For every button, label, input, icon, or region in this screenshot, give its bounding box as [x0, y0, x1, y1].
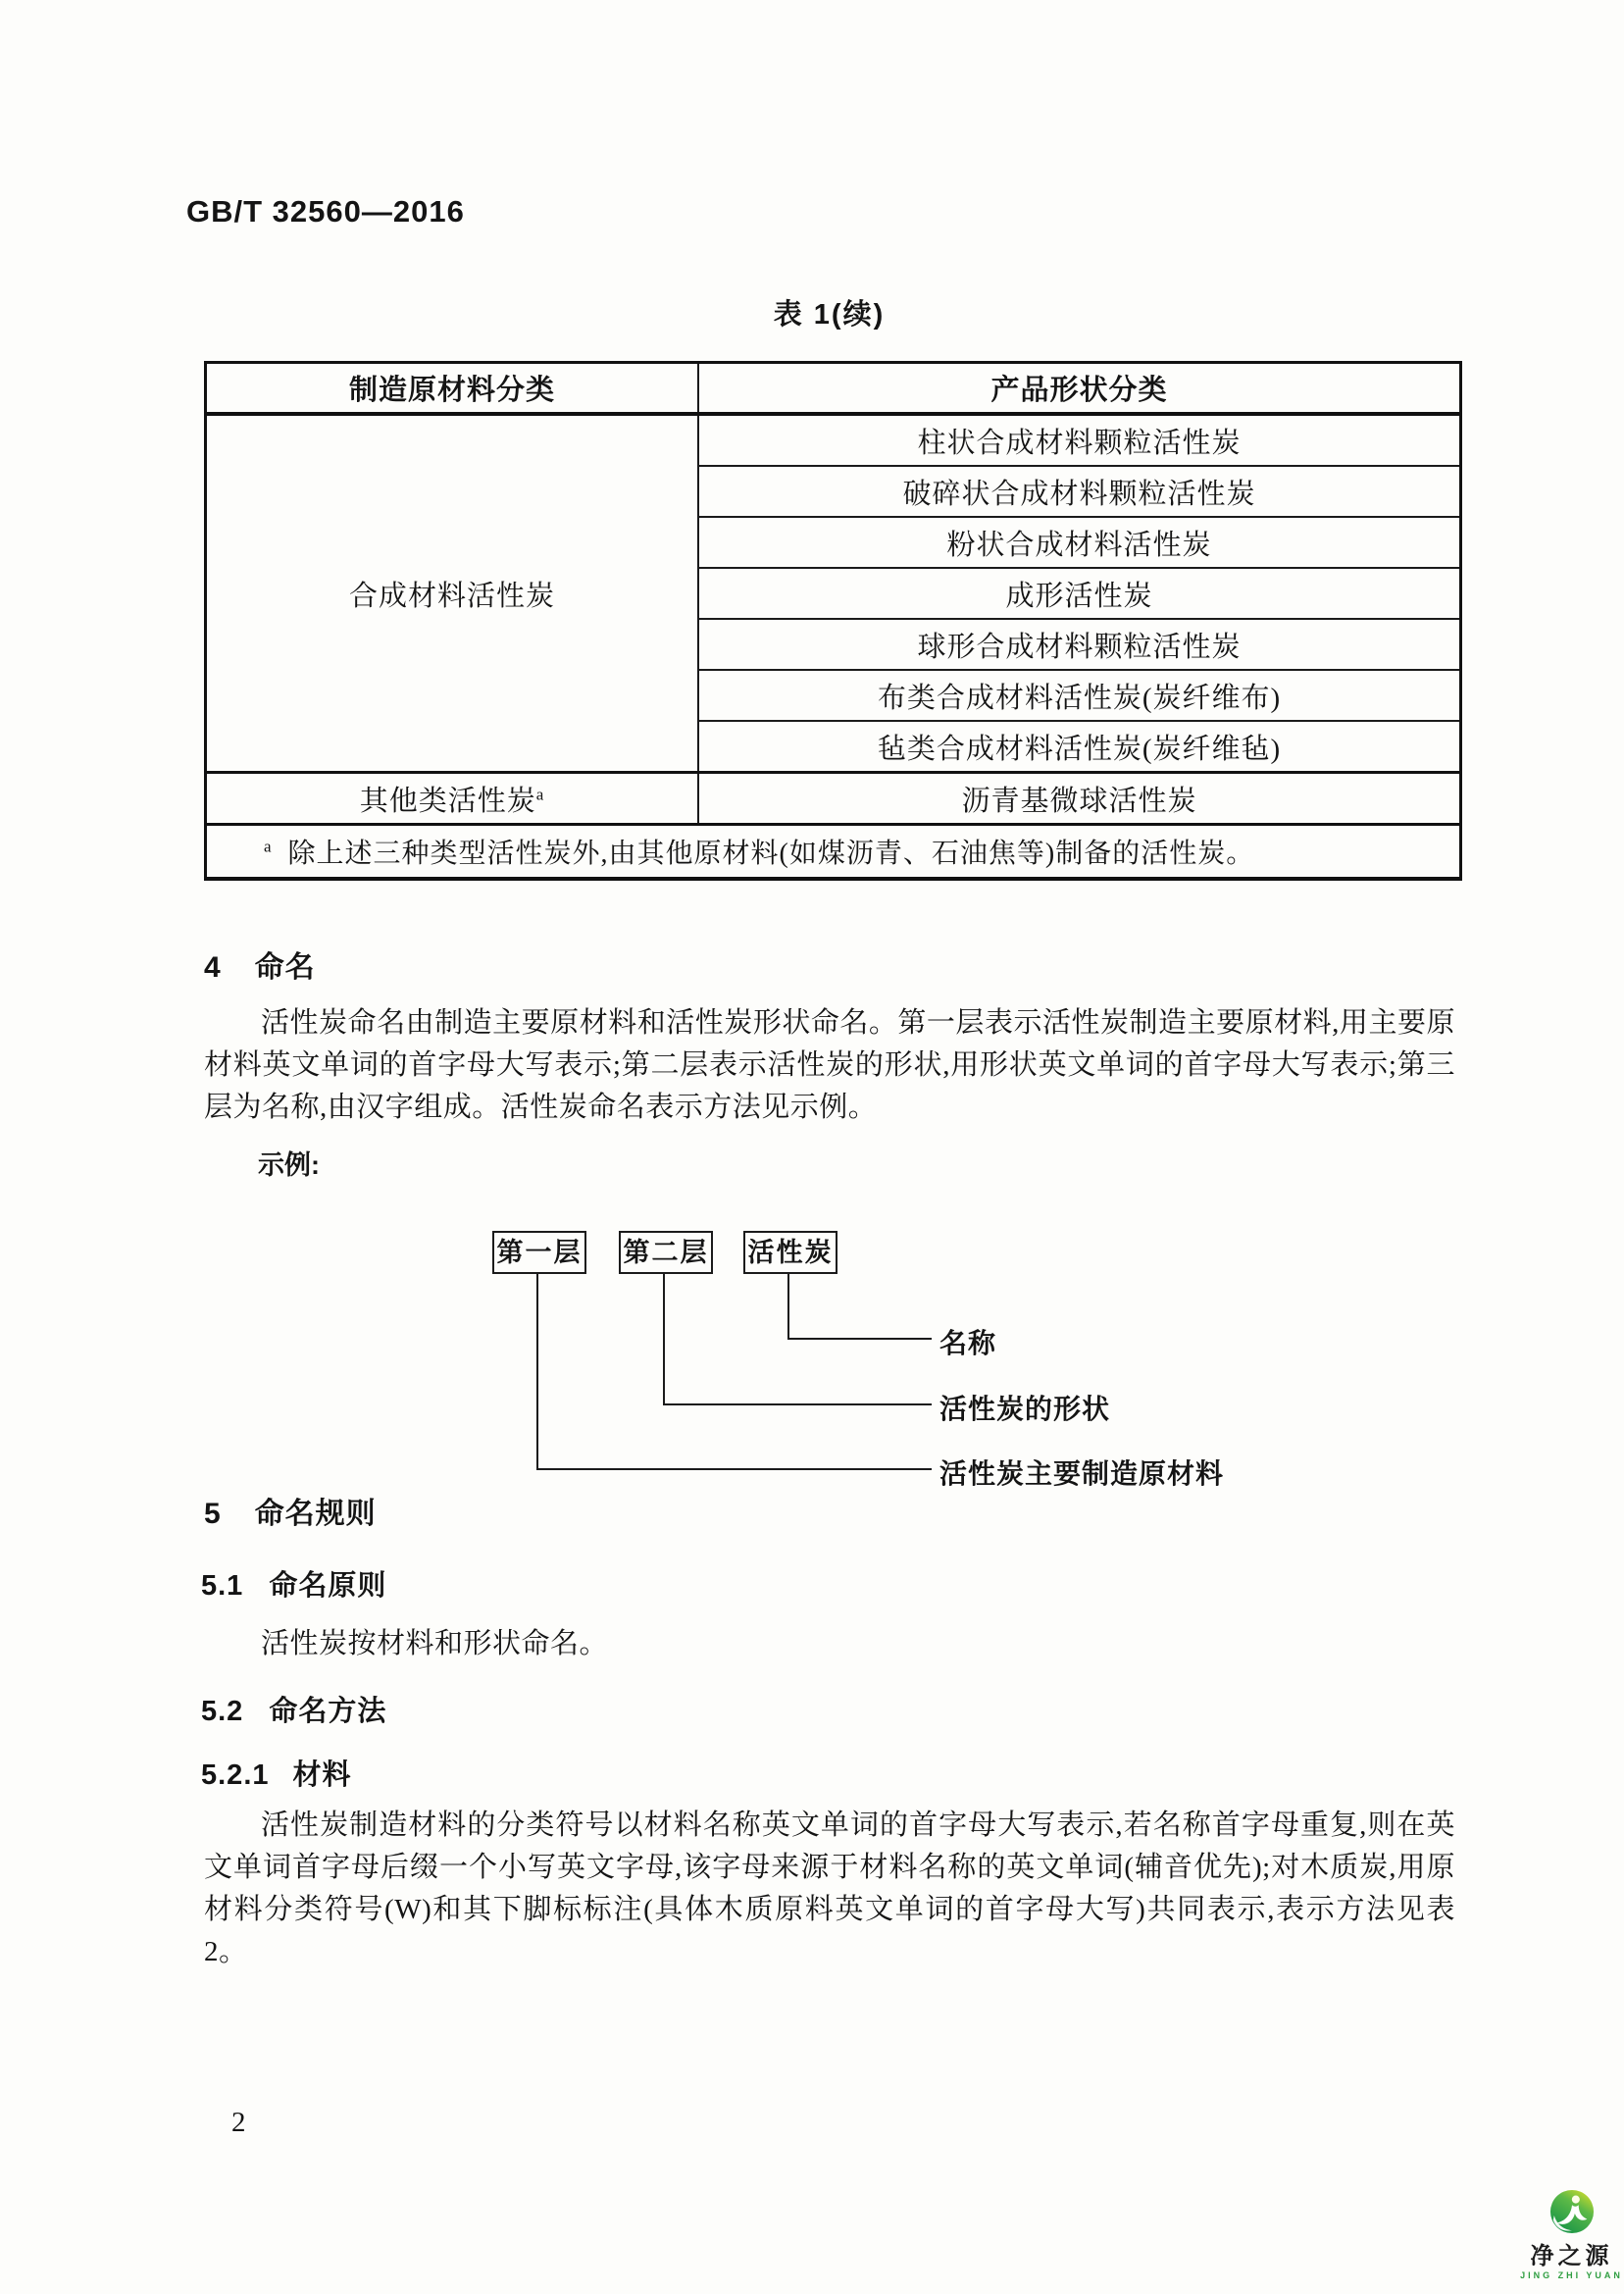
table-footnote: $^a$ 除上述三种类型活性炭外,由其他原材料(如煤沥青、石油焦等)制备的活性炭。 [206, 825, 1461, 880]
section-4-paragraph: 活性炭命名由制造主要原材料和活性炭形状命名。第一层表示活性炭制造主要原材料,用主要原材料英文单词的首字母大写表示;第二层表示活性炭的形状,用形状英文单词的首字母大写表示;第三层为名称,由汉字组成。活性炭命名表示方法见示例。 [204, 1007, 1455, 1123]
brand-logo [1510, 2189, 1624, 2280]
footnote-marker: a [264, 837, 273, 856]
section-title: 命名原则 [269, 1570, 387, 1602]
jingzhiyuan-logo-icon [1549, 2189, 1595, 2234]
shape-cell: 粉状合成材料活性炭 [698, 517, 1461, 568]
table-header-row [206, 363, 1461, 415]
section-number: 4 [204, 951, 222, 984]
diagram-connector-line [787, 1338, 932, 1340]
diagram-connector-line [787, 1274, 789, 1340]
section-5-2-1-paragraph: 活性炭制造材料的分类符号以材料名称英文单词的首字母大写表示,若名称首字母重复,则在英文单词首字母后缀一个小写英文字母,该字母来源于材料名称的英文单词(辅音优先);对木质炭,用原材料分类符号(W)和其下脚标标注(具体木质原料英文单词的首字母大写)共同表示,表示方法见表 2。 [204, 1810, 1455, 1967]
brand-subtitle: JING ZHI YUAN [1520, 2270, 1623, 2280]
other-material-cell: 其他类活性炭$^a$ [206, 773, 699, 825]
table-row [206, 414, 1461, 466]
section-5-2-heading [201, 1689, 386, 1729]
section-number: 5 [204, 1498, 222, 1530]
page-number: 2 [231, 2107, 246, 2138]
shape-cell: 破碎状合成材料颗粒活性炭 [698, 466, 1461, 517]
section-title: 命名方法 [269, 1696, 387, 1727]
section-5-1-heading [201, 1563, 386, 1604]
diagram-label-material: 活性炭主要制造原材料 [939, 1458, 1225, 1489]
table-row-other [206, 773, 1461, 825]
diagram-label-name: 名称 [939, 1328, 997, 1358]
diagram-connector-line [536, 1468, 932, 1470]
section-4-heading [204, 943, 316, 986]
diagram-box-name: 活性炭 [743, 1231, 837, 1274]
diagram-connector-line [536, 1274, 538, 1470]
section-title: 命名规则 [254, 1498, 377, 1530]
section-number: 5.2.1 [201, 1759, 270, 1791]
section-number: 5.1 [201, 1570, 244, 1602]
shape-cell: 成形活性炭 [698, 568, 1461, 619]
shape-cell: 柱状合成材料颗粒活性炭 [698, 414, 1461, 466]
table-footnote-row [206, 825, 1461, 880]
diagram-box-layer1: 第一层 [492, 1231, 586, 1274]
col-header-shape: 产品形状分类 [698, 363, 1461, 415]
section-5-heading [204, 1489, 377, 1532]
section-title: 材料 [292, 1759, 352, 1791]
shape-cell: 毡类合成材料活性炭(炭纤维毡) [698, 721, 1461, 773]
diagram-label-shape: 活性炭的形状 [939, 1394, 1111, 1424]
classification-table [204, 361, 1462, 881]
section-5-1-body: 活性炭按材料和形状命名。 [261, 1628, 609, 1659]
diagram-box-layer2: 第二层 [619, 1231, 713, 1274]
footnote-marker: a [535, 784, 545, 803]
example-label: 示例: [258, 1150, 320, 1180]
other-shape-cell: 沥青基微球活性炭 [698, 773, 1461, 825]
standard-code: GB/T 32560—2016 [186, 194, 465, 229]
shape-cell: 球形合成材料颗粒活性炭 [698, 619, 1461, 670]
col-header-material: 制造原材料分类 [206, 363, 699, 415]
merged-material-cell: 合成材料活性炭 [206, 414, 699, 773]
brand-name: 净之源 [1530, 2243, 1613, 2269]
section-5-2-1-heading [201, 1753, 352, 1793]
section-number: 5.2 [201, 1696, 244, 1727]
diagram-connector-line [663, 1274, 665, 1405]
shape-cell: 布类合成材料活性炭(炭纤维布) [698, 670, 1461, 721]
diagram-connector-line [663, 1403, 932, 1405]
table-title: 表 1(续) [773, 299, 886, 331]
section-title: 命名 [254, 951, 316, 984]
